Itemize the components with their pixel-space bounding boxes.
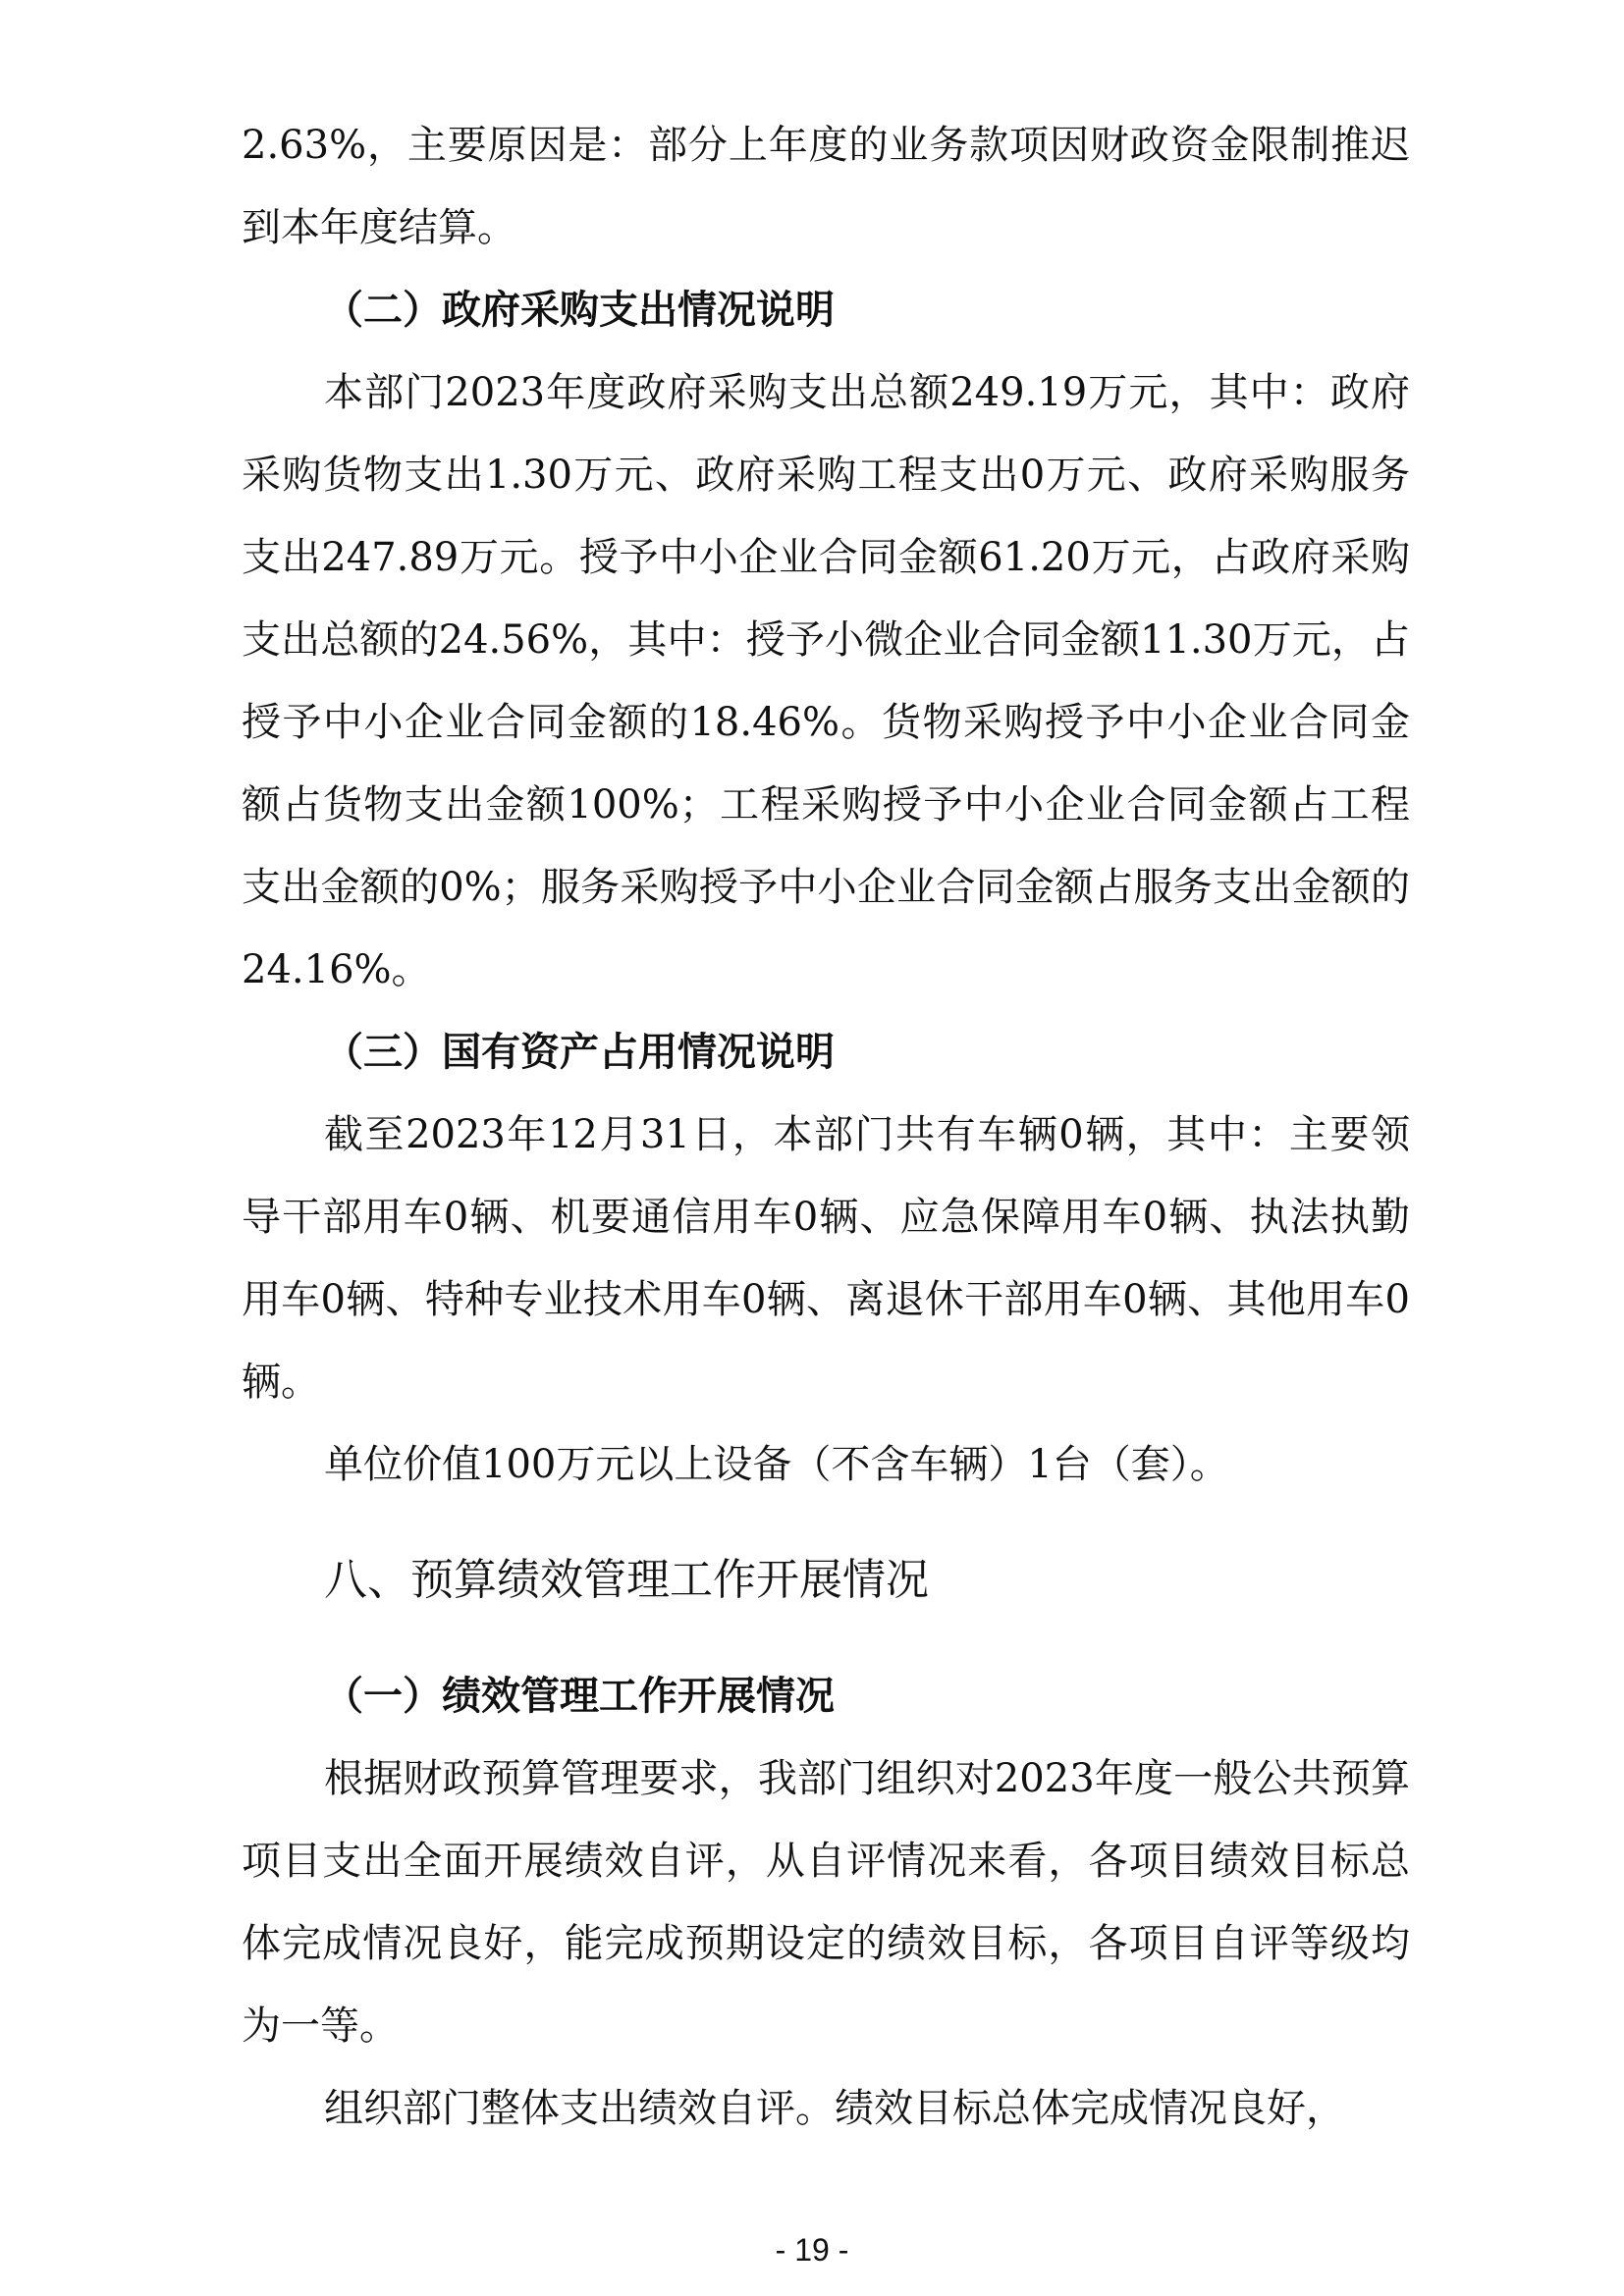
continuation-paragraph: 2.63%，主要原因是：部分上年度的业务款项因财政资金限制推迟到本年度结算。 xyxy=(242,123,1410,250)
document-body xyxy=(242,104,1410,1506)
procurement-heading: （二）政府采购支出情况说明 xyxy=(324,287,835,333)
section-eight-heading: 八、预算绩效管理工作开展情况 xyxy=(324,1555,929,1605)
performance-paragraph-2: 组织部门整体支出绩效自评。绩效目标总体完成情况良好， xyxy=(324,2086,1345,2131)
assets-vehicles-paragraph: 截至2023年12月31日，本部门共有车辆0辆，其中：主要领导干部用车0辆、机要通信用车0辆、应急保障用车0辆、执法执勤用车0辆、特种专业技术用车0辆、离退休干部用车0辆、其他用车0辆。 xyxy=(242,1112,1410,1405)
performance-heading: （一）绩效管理工作开展情况 xyxy=(324,1673,835,1719)
page-number: - 19 - xyxy=(775,2232,849,2268)
assets-heading: （三）国有资产占用情况说明 xyxy=(324,1029,835,1075)
assets-equipment-paragraph: 单位价值100万元以上设备（不含车辆）1台（套）。 xyxy=(324,1442,1229,1487)
section-eight-body xyxy=(242,1655,1410,2150)
performance-paragraph-1: 根据财政预算管理要求，我部门组织对2023年度一般公共预算项目支出全面开展绩效自评，从自评情况来看，各项目绩效目标总体完成情况良好，能完成预期设定的绩效目标，各项目自评等级均为一等。 xyxy=(242,1756,1410,2049)
section-eight xyxy=(242,1539,1410,1622)
procurement-paragraph: 本部门2023年度政府采购支出总额249.19万元，其中：政府采购货物支出1.30万元、政府采购工程支出0万元、政府采购服务支出247.89万元。授予中小企业合同金额61.20万元，占政府采购支出总额的24.56%，其中：授予小微企业合同金额11.30万元，占授予中小企业合同金额的18.46%。货物采购授予中小企业合同金额占货物支出金额100%；工程采购授予中小企业合同金额占工程支出金额的0%；服务采购授予中小企业合同金额占服务支出金额的24.16%。 xyxy=(242,370,1410,992)
